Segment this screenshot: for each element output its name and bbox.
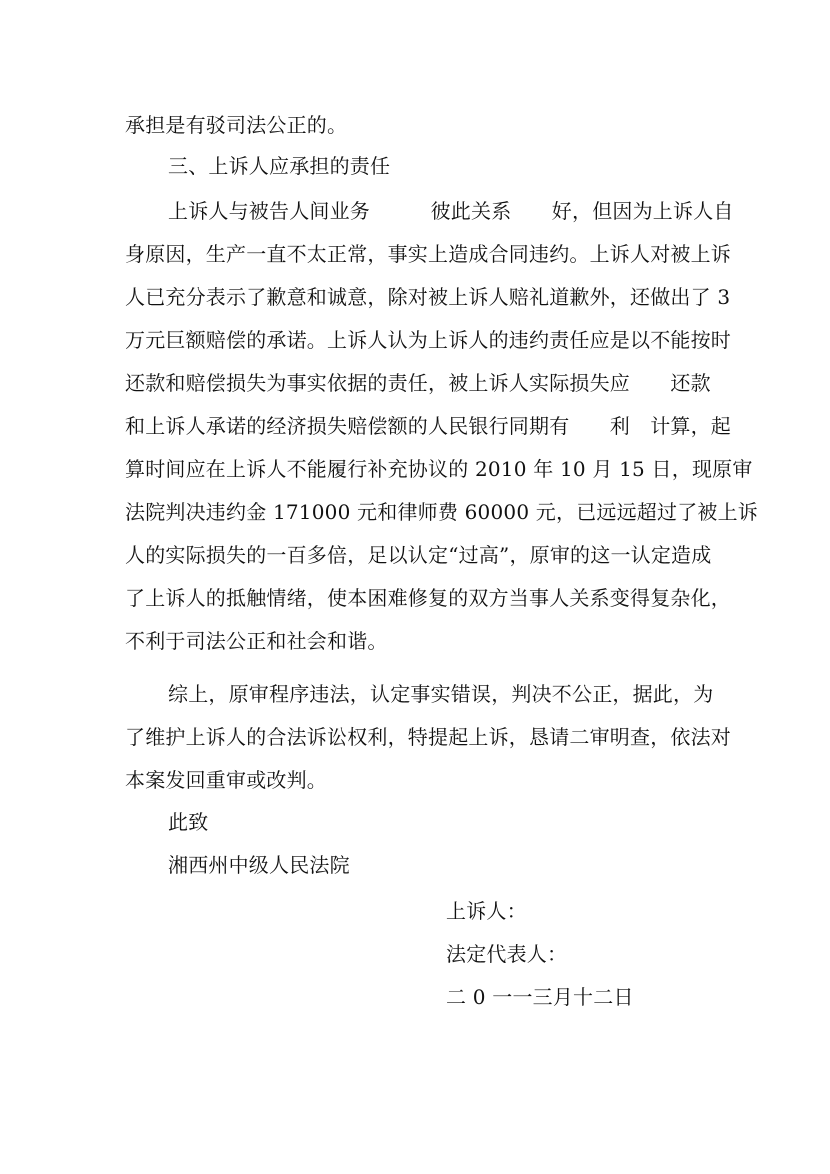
text-line: 法院判决违约金 171000 元和律师费 60000 元，已远远超过了被上诉 bbox=[125, 500, 758, 524]
text-line: 了上诉人的抵触情绪，使本困难修复的双方当事人关系变得复杂化， bbox=[125, 586, 731, 610]
text-line: 人的实际损失的一百多倍，足以认定“过高”，原审的这一认定造成 bbox=[125, 543, 712, 567]
court-name: 湘西州中级人民法院 bbox=[168, 853, 350, 877]
text-line: 算时间应在上诉人不能履行补充协议的 2010 年 10 月 15 日，现原审 bbox=[125, 457, 753, 481]
section-heading: 三、上诉人应承担的责任 bbox=[168, 154, 391, 178]
text-line: 了维护上诉人的合法诉讼权利，特提起上诉，恳请二审明查，依法对 bbox=[125, 725, 731, 749]
closing-salutation: 此致 bbox=[168, 810, 209, 834]
text-line: 身原因，生产一直不太正常，事实上造成合同违约。上诉人对被上诉 bbox=[125, 242, 731, 266]
text-line: 承担是有驳司法公正的。 bbox=[125, 113, 348, 137]
appellant-label: 上诉人： bbox=[446, 899, 527, 923]
text-line: 不利于司法公正和社会和谐。 bbox=[125, 629, 388, 653]
text-line: 综上，原审程序违法，认定事实错误，判决不公正，据此，为 bbox=[168, 682, 714, 706]
legal-representative-label: 法定代表人： bbox=[446, 942, 568, 966]
text-line: 和上诉人承诺的经济损失赔偿额的人民银行同期有 利 计算，起 bbox=[125, 414, 731, 438]
document-date: 二 0 一一三月十二日 bbox=[446, 985, 634, 1009]
text-line: 本案发回重审或改判。 bbox=[125, 768, 327, 792]
text-line: 还款和赔偿损失为事实依据的责任，被上诉人实际损失应 还款 bbox=[125, 371, 711, 395]
text-line: 万元巨额赔偿的承诺。上诉人认为上诉人的违约责任应是以不能按时 bbox=[125, 328, 731, 352]
text-line: 人已充分表示了歉意和诚意，除对被上诉人赔礼道歉外，还做出了 3 bbox=[125, 285, 731, 309]
text-line: 上诉人与被告人间业务 彼此关系 好，但因为上诉人自 bbox=[168, 199, 734, 223]
